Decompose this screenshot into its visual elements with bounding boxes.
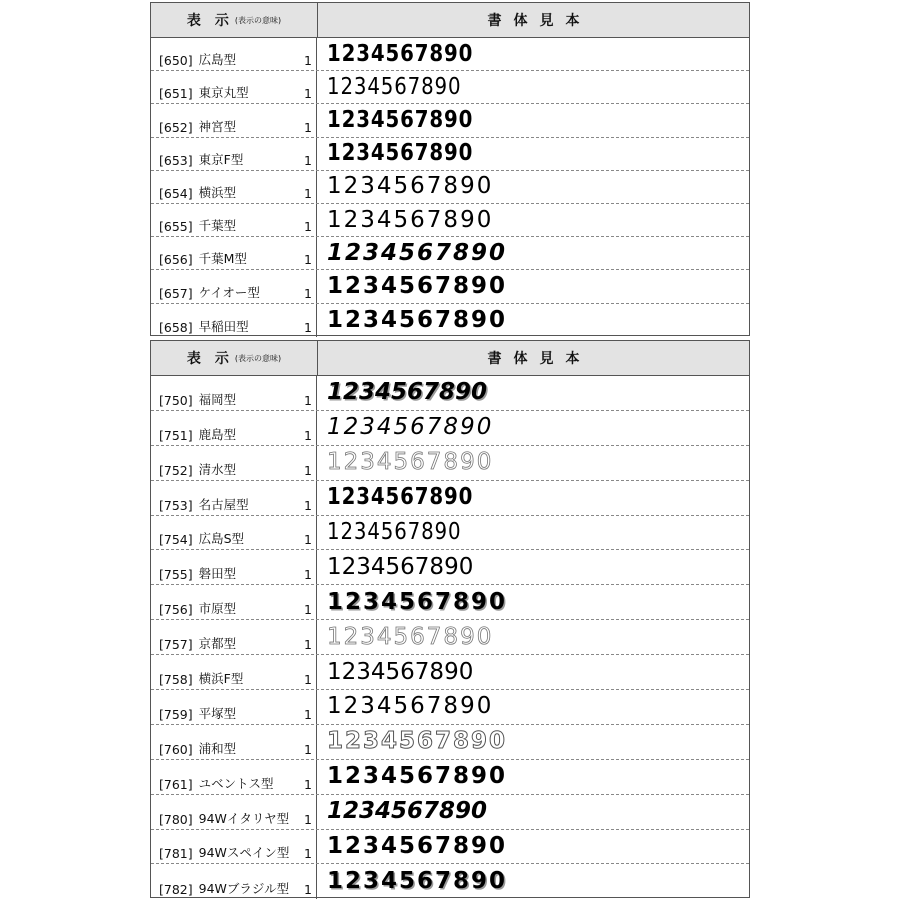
font-label-cell bbox=[151, 655, 317, 689]
font-sample-cell bbox=[317, 411, 749, 445]
table-row bbox=[151, 376, 749, 411]
table-row bbox=[151, 411, 749, 446]
font-name: 横浜型 bbox=[198, 184, 237, 200]
font-sample-text: 1234567890 bbox=[327, 140, 474, 167]
font-name: 磐田型 bbox=[198, 566, 237, 582]
font-label-cell bbox=[151, 585, 317, 619]
font-label-cell bbox=[151, 411, 317, 445]
font-name: 東京丸型 bbox=[198, 85, 249, 101]
font-sample-cell bbox=[317, 270, 749, 302]
font-sample-cell bbox=[317, 304, 749, 337]
font-sample-cell bbox=[317, 104, 749, 136]
font-qty: 1 bbox=[304, 672, 312, 688]
font-qty: 1 bbox=[304, 811, 312, 827]
font-qty: 1 bbox=[304, 741, 312, 757]
font-label-cell bbox=[151, 376, 317, 410]
font-table-2 bbox=[150, 340, 750, 898]
font-label-cell bbox=[151, 138, 317, 170]
font-sample-cell bbox=[317, 864, 749, 899]
font-sample-text: 1234567890 bbox=[327, 623, 494, 650]
font-code: [759] bbox=[159, 706, 193, 722]
font-sample-cell bbox=[317, 620, 749, 654]
table-row bbox=[151, 304, 749, 337]
table-row bbox=[151, 620, 749, 655]
font-sample-cell bbox=[317, 795, 749, 829]
font-name: 94Wスペイン型 bbox=[198, 845, 290, 861]
font-sample-cell bbox=[317, 481, 749, 515]
table-header bbox=[151, 341, 749, 376]
font-name: 東京F型 bbox=[198, 151, 244, 167]
font-sample-text: 1234567890 bbox=[327, 414, 494, 441]
font-sample-text: 1234567890 bbox=[327, 40, 474, 67]
font-sample-text: 1234567890 bbox=[327, 763, 508, 790]
table-row bbox=[151, 690, 749, 725]
header-display-label: 表 示 bbox=[186, 13, 229, 29]
font-qty: 1 bbox=[304, 637, 312, 653]
table-row bbox=[151, 446, 749, 481]
font-code: [780] bbox=[159, 811, 193, 827]
font-sample-text: 1234567890 bbox=[327, 239, 508, 266]
font-sample-cell bbox=[317, 690, 749, 724]
header-display-cell bbox=[151, 341, 318, 375]
table-row bbox=[151, 725, 749, 760]
font-sample-cell bbox=[317, 171, 749, 203]
font-code: [753] bbox=[159, 497, 193, 513]
font-sample-text: 1234567890 bbox=[327, 272, 508, 299]
table-row bbox=[151, 585, 749, 620]
table-row bbox=[151, 864, 749, 899]
table-row bbox=[151, 516, 749, 551]
font-label-cell bbox=[151, 171, 317, 203]
font-sample-text: 1234567890 bbox=[327, 306, 508, 333]
font-name: 神宮型 bbox=[198, 118, 237, 134]
font-code: [752] bbox=[159, 462, 193, 478]
font-sample-text: 1234567890 bbox=[327, 484, 474, 511]
table-row bbox=[151, 830, 749, 865]
font-name: 94Wブラジル型 bbox=[198, 881, 290, 897]
font-sample-text: 1234567890 bbox=[327, 449, 494, 476]
font-code: [656] bbox=[159, 252, 193, 268]
font-code: [654] bbox=[159, 185, 193, 201]
font-name: 浦和型 bbox=[198, 740, 237, 756]
table-row bbox=[151, 138, 749, 171]
font-name: ユベントス型 bbox=[198, 775, 274, 791]
table-row bbox=[151, 655, 749, 690]
font-name: 94Wイタリヤ型 bbox=[198, 810, 290, 826]
font-qty: 1 bbox=[304, 776, 312, 792]
header-sample-label: 書体見本 bbox=[487, 13, 592, 29]
font-sample-cell bbox=[317, 725, 749, 759]
font-name: 市原型 bbox=[198, 601, 237, 617]
font-code: [651] bbox=[159, 86, 193, 102]
font-sample-text: 1234567890 bbox=[327, 106, 474, 133]
font-label-cell bbox=[151, 690, 317, 724]
font-code: [782] bbox=[159, 882, 193, 898]
font-sample-text: 1234567890 bbox=[327, 173, 494, 200]
font-sample-text: 1234567890 bbox=[327, 519, 462, 545]
font-label-cell bbox=[151, 304, 317, 337]
font-sample-text: 1234567890 bbox=[327, 588, 508, 615]
font-qty: 1 bbox=[304, 119, 312, 135]
header-display-label: 表 示 bbox=[186, 351, 229, 367]
table-header bbox=[151, 3, 749, 38]
font-name: 京都型 bbox=[198, 636, 237, 652]
font-table-1 bbox=[150, 2, 750, 336]
font-label-cell bbox=[151, 204, 317, 236]
font-label-cell bbox=[151, 104, 317, 136]
font-code: [751] bbox=[159, 427, 193, 443]
font-name: 早稲田型 bbox=[198, 318, 249, 334]
table-row bbox=[151, 171, 749, 204]
font-label-cell bbox=[151, 864, 317, 899]
header-display-note: (表示の意味) bbox=[234, 15, 282, 25]
table-body bbox=[151, 376, 749, 899]
font-code: [658] bbox=[159, 319, 193, 335]
font-qty: 1 bbox=[304, 53, 312, 69]
font-code: [756] bbox=[159, 602, 193, 618]
font-sample-text: 1234567890 bbox=[327, 658, 474, 685]
font-sample-cell bbox=[317, 138, 749, 170]
font-code: [757] bbox=[159, 637, 193, 653]
header-sample-label: 書体見本 bbox=[487, 351, 592, 367]
font-sample-cell bbox=[317, 516, 749, 550]
font-code: [755] bbox=[159, 567, 193, 583]
font-sample-text: 1234567890 bbox=[327, 206, 494, 233]
font-qty: 1 bbox=[304, 462, 312, 478]
font-name: 平塚型 bbox=[198, 705, 237, 721]
table-row bbox=[151, 104, 749, 137]
font-qty: 1 bbox=[304, 602, 312, 618]
table-row bbox=[151, 760, 749, 795]
table-row bbox=[151, 204, 749, 237]
font-qty: 1 bbox=[304, 219, 312, 235]
font-name: 千葉M型 bbox=[198, 251, 247, 267]
font-qty: 1 bbox=[304, 706, 312, 722]
font-qty: 1 bbox=[304, 846, 312, 862]
font-sample-cell bbox=[317, 830, 749, 864]
font-name: 鹿島型 bbox=[198, 426, 237, 442]
font-sample-cell bbox=[317, 237, 749, 269]
header-display-note: (表示の意味) bbox=[234, 353, 282, 363]
table-row bbox=[151, 38, 749, 71]
font-label-cell bbox=[151, 830, 317, 864]
font-sample-cell bbox=[317, 760, 749, 794]
table-row bbox=[151, 270, 749, 303]
font-qty: 1 bbox=[304, 532, 312, 548]
font-sample-cell bbox=[317, 376, 749, 410]
font-code: [760] bbox=[159, 741, 193, 757]
font-name: 福岡型 bbox=[198, 391, 237, 407]
font-sample-text: 1234567890 bbox=[327, 73, 462, 100]
font-code: [761] bbox=[159, 776, 193, 792]
font-qty: 1 bbox=[304, 427, 312, 443]
font-label-cell bbox=[151, 516, 317, 550]
font-name: ケイオー型 bbox=[198, 284, 260, 300]
font-code: [652] bbox=[159, 119, 193, 135]
table-row bbox=[151, 550, 749, 585]
font-sample-cell bbox=[317, 655, 749, 689]
font-sample-text: 1234567890 bbox=[327, 868, 508, 895]
font-name: 清水型 bbox=[198, 461, 237, 477]
font-code: [657] bbox=[159, 285, 193, 301]
font-name: 名古屋型 bbox=[198, 496, 249, 512]
font-name: 広島S型 bbox=[198, 531, 245, 547]
font-code: [655] bbox=[159, 219, 193, 235]
table-row bbox=[151, 237, 749, 270]
font-label-cell bbox=[151, 71, 317, 103]
font-sample-text: 1234567890 bbox=[327, 728, 508, 755]
table-row bbox=[151, 795, 749, 830]
header-display-cell bbox=[151, 3, 318, 37]
font-name: 千葉型 bbox=[198, 218, 237, 234]
font-label-cell bbox=[151, 725, 317, 759]
font-sample-text: 1234567890 bbox=[327, 798, 488, 825]
font-sample-text: 1234567890 bbox=[327, 693, 494, 720]
font-code: [650] bbox=[159, 53, 193, 69]
table-row bbox=[151, 481, 749, 516]
font-name: 横浜F型 bbox=[198, 671, 244, 687]
font-label-cell bbox=[151, 237, 317, 269]
font-qty: 1 bbox=[304, 185, 312, 201]
font-sample-cell bbox=[317, 585, 749, 619]
font-label-cell bbox=[151, 795, 317, 829]
font-sample-cell bbox=[317, 204, 749, 236]
font-label-cell bbox=[151, 550, 317, 584]
font-qty: 1 bbox=[304, 882, 312, 898]
font-sample-text: 1234567890 bbox=[327, 379, 488, 406]
font-name: 広島型 bbox=[198, 52, 237, 68]
font-qty: 1 bbox=[304, 252, 312, 268]
font-qty: 1 bbox=[304, 86, 312, 102]
font-code: [653] bbox=[159, 152, 193, 168]
font-sample-cell bbox=[317, 550, 749, 584]
font-qty: 1 bbox=[304, 497, 312, 513]
font-sample-text: 1234567890 bbox=[327, 833, 508, 860]
font-label-cell bbox=[151, 620, 317, 654]
font-label-cell bbox=[151, 38, 317, 70]
font-label-cell bbox=[151, 446, 317, 480]
font-sample-cell bbox=[317, 446, 749, 480]
font-code: [754] bbox=[159, 532, 193, 548]
font-code: [750] bbox=[159, 392, 193, 408]
font-code: [758] bbox=[159, 672, 193, 688]
font-sample-text: 1234567890 bbox=[327, 553, 474, 580]
font-sample-cell bbox=[317, 71, 749, 103]
table-row bbox=[151, 71, 749, 104]
table-body bbox=[151, 38, 749, 337]
font-qty: 1 bbox=[304, 319, 312, 335]
font-label-cell bbox=[151, 270, 317, 302]
font-label-cell bbox=[151, 481, 317, 515]
font-qty: 1 bbox=[304, 152, 312, 168]
font-code: [781] bbox=[159, 846, 193, 862]
font-qty: 1 bbox=[304, 567, 312, 583]
font-label-cell bbox=[151, 760, 317, 794]
font-qty: 1 bbox=[304, 392, 312, 408]
font-qty: 1 bbox=[304, 285, 312, 301]
font-sample-cell bbox=[317, 38, 749, 70]
